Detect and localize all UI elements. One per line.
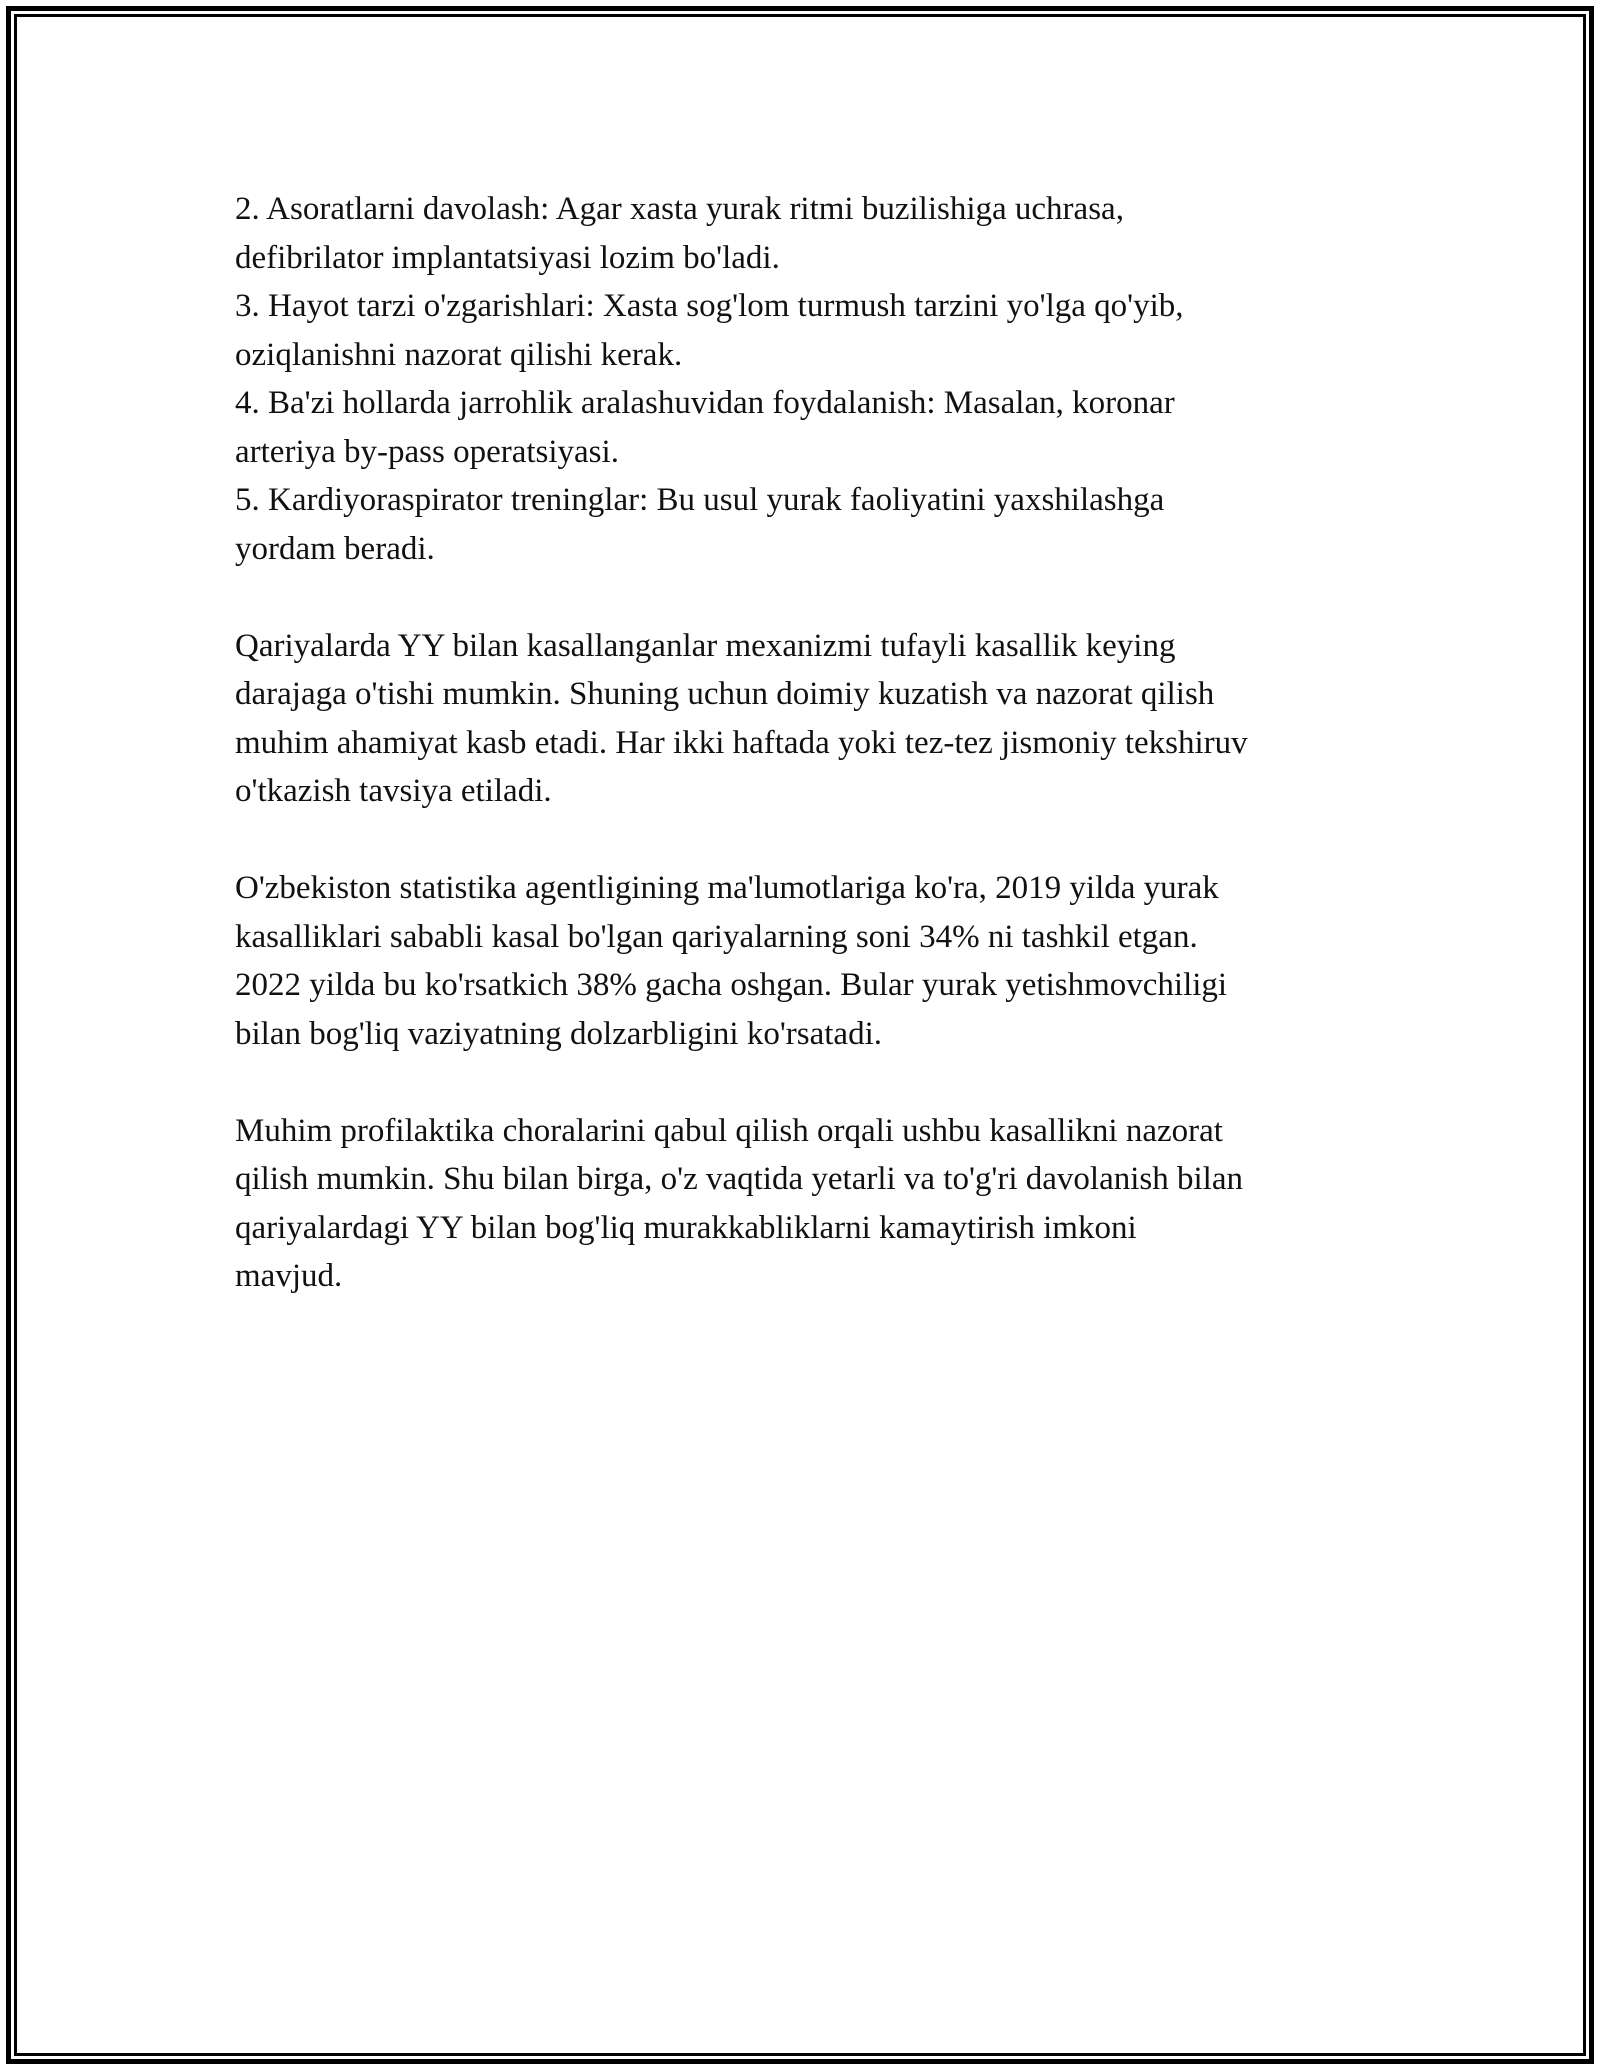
text-line: 2022 yilda bu ko'rsatkich 38% gacha oshgan. Bular yurak yetishmovchiligi <box>235 967 1228 1003</box>
text-line: muhim ahamiyat kasb etadi. Har ikki haftada yoki tez-tez jismoniy tekshiruv <box>235 724 1248 761</box>
list-item-5 <box>235 476 1385 573</box>
text-line: mavjud. <box>235 1258 343 1294</box>
paragraph-prevention <box>235 1107 1385 1301</box>
treatment-list <box>235 185 1385 573</box>
list-item-4 <box>235 379 1385 476</box>
text-line: qariyalardagi YY bilan bog'liq murakkabliklarni kamaytirish imkoni <box>235 1209 1137 1246</box>
text-line: darajaga o'tishi mumkin. Shuning uchun doimiy kuzatish va nazorat qilish <box>235 676 1215 712</box>
text-line: arteriya by-pass operatsiyasi. <box>235 433 619 470</box>
text-line: yordam beradi. <box>235 530 435 567</box>
list-item-3 <box>235 282 1385 379</box>
text-line: O'zbekiston statistika agentligining ma'lumotlariga ko'ra, 2019 yilda yurak <box>235 870 1219 906</box>
text-line: bilan bog'liq vaziyatning dolzarbligini ko'rsatadi. <box>235 1015 882 1052</box>
text-line: 3. Hayot tarzi o'zgarishlari: Xasta sog'lom turmush tarzini yo'lga qo'yib, <box>235 288 1184 324</box>
paragraph-statistics <box>235 864 1385 1058</box>
text-line: 4. Ba'zi hollarda jarrohlik aralashuvidan foydalanish: Masalan, koronar <box>235 385 1175 421</box>
text-line: Qariyalarda YY bilan kasallanganlar mexanizmi tufayli kasallik keying <box>235 627 1176 664</box>
text-line: Muhim profilaktika choralarini qabul qilish orqali ushbu kasallikni nazorat <box>235 1112 1223 1149</box>
text-line: defibrilator implantatsiyasi lozim bo'ladi. <box>235 239 780 276</box>
text-line: oziqlanishni nazorat qilishi kerak. <box>235 336 683 373</box>
text-line: 2. Asoratlarni davolash: Agar xasta yurak ritmi buzilishiga uchrasa, <box>235 191 1124 227</box>
text-line: qilish mumkin. Shu bilan birga, o'z vaqtida yetarli va to'g'ri davolanish bilan <box>235 1161 1243 1197</box>
paragraph-monitoring <box>235 622 1385 816</box>
text-line: o'tkazish tavsiya etiladi. <box>235 773 552 809</box>
text-line: kasalliklari sababli kasal bo'lgan qariyalarning soni 34% ni tashkil etgan. <box>235 918 1198 955</box>
text-line: 5. Kardiyoraspirator treninglar: Bu usul yurak faoliyatini yaxshilashga <box>235 482 1165 518</box>
list-item-2 <box>235 185 1385 282</box>
document-body <box>235 185 1385 1301</box>
